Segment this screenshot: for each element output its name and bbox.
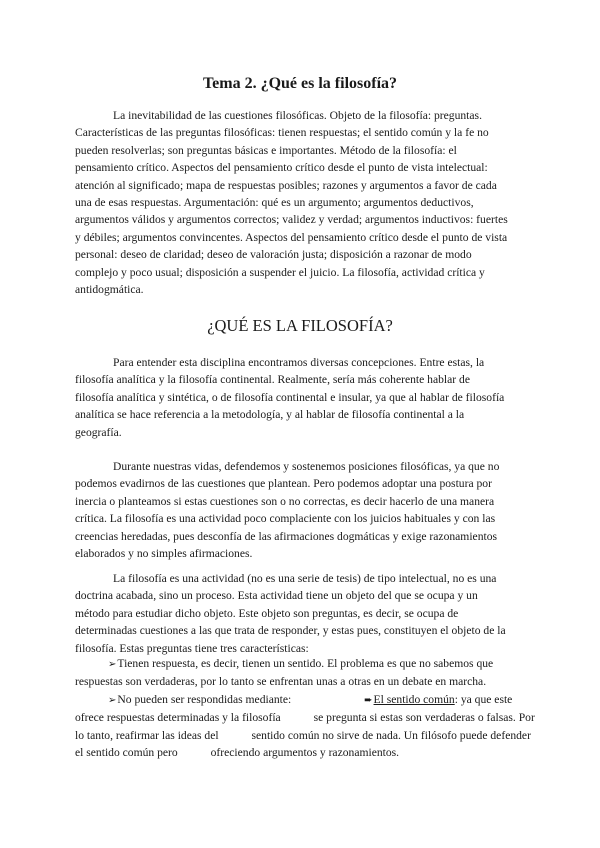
text-line: pueden resolverlas; son preguntas básicas e importantes. Método de la filosofía: el (75, 143, 457, 157)
body-paragraph (75, 570, 527, 657)
text-line: determinadas cuestiones a las que trata de responder, y estas pues, constituyen el objeto de la (75, 624, 506, 638)
text-line: La filosofía es una actividad (no es una serie de tesis) de tipo intelectual, no es una (113, 572, 497, 585)
text-line: método para estudiar dicho objeto. Este objeto son preguntas, es decir, se ocupa de (75, 606, 459, 620)
sub-list-item-continuation: se pregunta si estas son verdaderas o falsas. Por lo tanto, reafirmar las ideas del (75, 711, 535, 742)
text-line: filosofía analítica y la filosofía continental. Realmente, sería más coherente hablar de (75, 373, 470, 387)
text-line: Características de las preguntas filosóficas: tienen respuestas; el sentido común y la fe no (75, 126, 489, 140)
text-line: doctrina acabada, sino un proceso. Esta actividad tiene un objeto del que se ocupa y un (75, 589, 478, 603)
text-line: antidogmática. (75, 283, 144, 297)
body-paragraph (75, 354, 527, 441)
text-line: crítica. La filosofía es una actividad poco complaciente con los juicios habituales y con las (75, 512, 496, 526)
page-title: Tema 2. ¿Qué es la filosofía? (202, 75, 398, 92)
text-line: filosofía. Estas preguntas tiene tres características: (75, 641, 309, 655)
section-heading: ¿QUÉ ES LA FILOSOFÍA? (207, 316, 393, 335)
text-line: filosofía analítica y sintética, o de filosofía continental e insular, ya que al hablar de filosofía (75, 390, 505, 404)
text-line: Durante nuestras vidas, defendemos y sostenemos posiciones filosóficas, ya que no (113, 460, 500, 473)
list-item-text: No pueden ser respondidas mediante: (117, 692, 292, 706)
list-item-continuation: respuestas son verdaderas, por lo tanto se enfrentan unas a otras en un debate en marcha. (75, 675, 487, 689)
text-line: argumentos válidos y argumentos correctos; validez y verdad; argumentos inductivos: fuertes (75, 213, 508, 227)
list-item (75, 657, 493, 670)
text-line: inercia o planteamos si estas cuestiones son o no correctas, es decir hacerlo de una manera (75, 494, 495, 508)
underlined-term: El sentido común (373, 692, 455, 706)
text-line: geografía. (75, 425, 122, 439)
text-line: elaborados y no simples afirmaciones. (75, 547, 253, 561)
text-line: analítica se hace referencia a la metodología, y al hablar de filosofía continental a la (75, 408, 465, 422)
sub-list-item-text: : ya que este ofrece respuestas determinadas y la filosofía (75, 692, 513, 725)
text-line: complejo y poco usual; disposición a suspender el juicio. La filosofía, actividad crítica y (75, 265, 485, 279)
characteristics-list (75, 655, 535, 761)
list-item (75, 693, 291, 706)
text-line: una de esas respuestas. Argumentación: qué es un argumento; argumentos deductivos, (75, 196, 474, 210)
body-paragraph (75, 458, 527, 562)
text-line: Para entender esta disciplina encontramos diversas concepciones. Entre estas, la (113, 356, 485, 369)
text-line: La inevitabilidad de las cuestiones filosóficas. Objeto de la filosofía: preguntas. (113, 109, 482, 122)
text-line: atención al significado; mapa de respuestas posibles; razones y argumentos a favor de cada (75, 178, 497, 192)
arrow-bullet-icon: ➢ (108, 659, 117, 670)
list-item-text: Tienen respuesta, es decir, tienen un sentido. El problema es que no sabemos que (117, 657, 494, 670)
text-line: personal: deseo de claridad; deseo de valoración justa; disposición a razonar de modo (75, 248, 472, 262)
sub-list-item-continuation: ofreciendo argumentos y razonamientos. (210, 746, 400, 760)
sub-list-item-continuation: sentido común no sirve de nada. Un filósofo puede defender el sentido común pero (75, 728, 531, 760)
text-line: podemos evadirnos de las cuestiones que plantean. Pero podemos adoptar una postura por (75, 477, 492, 491)
text-line: y débiles; argumentos convincentes. Aspectos del pensamiento crítico desde el punto de vista (75, 230, 508, 244)
arrow-bullet-icon: ➢ (108, 694, 117, 706)
text-line: pensamiento crítico. Aspectos del pensamiento crítico desde el punto de vista intelectual: (75, 161, 488, 175)
summary-paragraph (75, 107, 527, 298)
arrow-right-icon: ➨ (364, 694, 373, 706)
text-line: creencias heredadas, pues desconfía de las afirmaciones dogmáticas y exige razonamientos (75, 529, 498, 543)
